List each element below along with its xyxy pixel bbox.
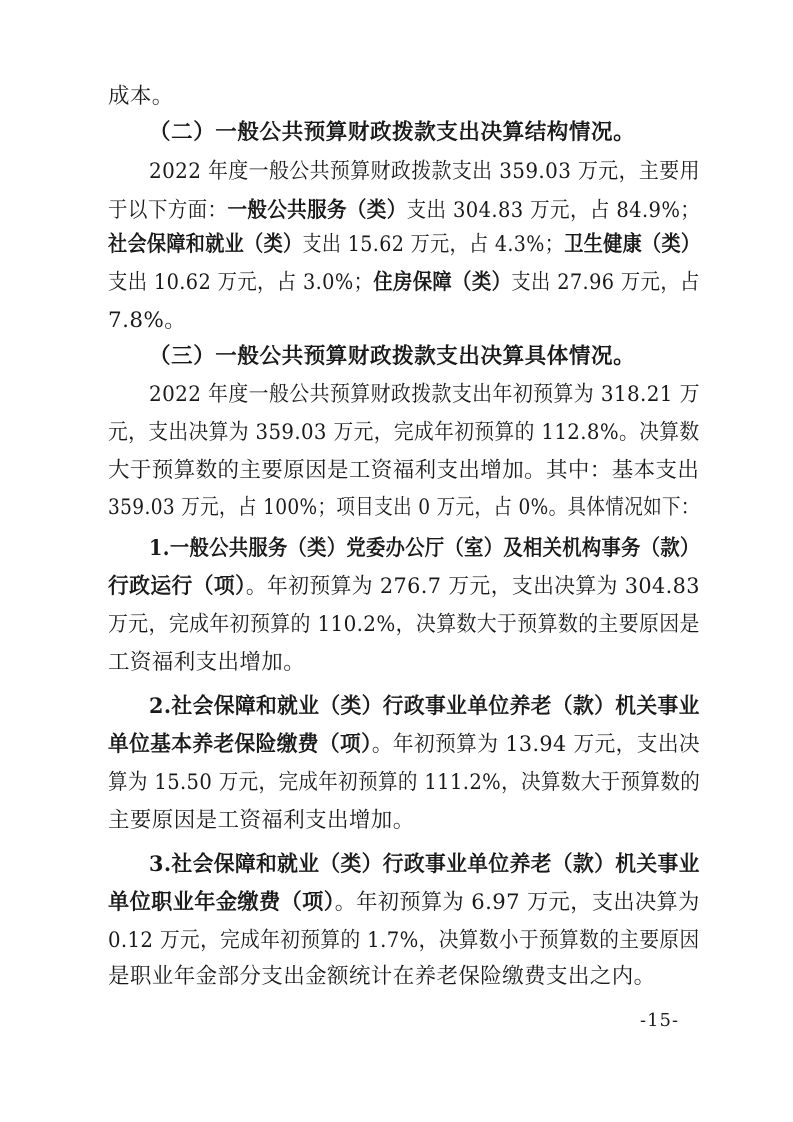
text-segment: 成本。 xyxy=(108,84,174,109)
bold-text-segment: 住房保障（类） xyxy=(373,270,512,295)
text-segment: 万元，完成年初预算的 110.2%，决算数大于预算数的主要原因是 xyxy=(108,612,700,637)
bold-text-segment: 单位基本养老保险缴费（项） xyxy=(108,732,372,757)
text-segment: 支出 304.83 万元，占 84.9%； xyxy=(406,198,701,223)
text-line xyxy=(108,418,699,448)
text-segment: 2022 年度一般公共预算财政拨款支出 359.03 万元，主要用 xyxy=(149,159,700,184)
text-line xyxy=(108,962,656,992)
text-line xyxy=(108,768,700,798)
text-segment: 大于预算数的主要原因是工资福利支出增加。其中：基本支出 xyxy=(108,458,700,483)
bold-text-segment: （二）一般公共预算财政拨款支出决算结构情况。 xyxy=(149,120,636,145)
text-segment: 是职业年金部分支出金额统计在养老保险缴费支出之内。 xyxy=(108,964,656,989)
text-line xyxy=(149,534,700,564)
text-line xyxy=(108,306,186,336)
text-segment: 。年初预算为 276.7 万元，支出决算为 304.83 xyxy=(245,574,700,599)
text-segment: 工资福利支出增加。 xyxy=(108,650,306,675)
text-segment: 支出 10.62 万元，占 3.0%； xyxy=(108,270,374,295)
text-segment: 7.8%。 xyxy=(108,308,187,333)
text-line xyxy=(108,196,700,226)
section-heading xyxy=(149,118,635,148)
text-line xyxy=(108,730,700,760)
text-line xyxy=(108,610,700,640)
text-segment: 主要原因是工资福利支出增加。 xyxy=(108,808,415,833)
text-line xyxy=(149,157,700,187)
text-segment: 于以下方面： xyxy=(108,198,228,223)
page-number: -15- xyxy=(640,1010,680,1031)
bold-text-segment: 行政运行（项） xyxy=(108,574,246,599)
bold-text-segment: 一般公共服务（类） xyxy=(227,198,407,223)
text-line xyxy=(149,692,700,722)
text-segment: 支出 27.96 万元，占 xyxy=(511,270,700,295)
text-line xyxy=(108,230,700,260)
text-segment: 。年初预算为 13.94 万元，支出决 xyxy=(371,732,701,757)
text-segment: 元，支出决算为 359.03 万元，完成年初预算的 112.8%。决算数 xyxy=(108,420,700,445)
text-line xyxy=(108,456,699,486)
text-line xyxy=(108,82,174,112)
text-line xyxy=(108,648,305,678)
text-line xyxy=(108,926,700,956)
bold-text-segment: （三）一般公共预算财政拨款支出决算具体情况。 xyxy=(149,344,636,369)
bold-text-segment: 1.一般公共服务（类）党委办公厅（室）及相关机构事务（款） xyxy=(149,536,700,561)
bold-text-segment: 卫生健康（类） xyxy=(564,232,701,257)
text-segment: 算为 15.50 万元，完成年初预算的 111.2%，决算数大于预算数的 xyxy=(108,770,701,795)
bold-text-segment: 单位职业年金缴费（项） xyxy=(108,890,335,915)
text-line xyxy=(108,806,415,836)
text-segment: 359.03 万元，占 100%；项目支出 0 万元，占 0%。具体情况如下： xyxy=(108,495,700,520)
text-line xyxy=(149,380,700,410)
text-line xyxy=(108,888,700,918)
text-line xyxy=(108,268,700,298)
text-segment: 0.12 万元，完成年初预算的 1.7%，决算数小于预算数的主要原因 xyxy=(108,928,700,953)
text-line xyxy=(108,493,700,523)
text-line xyxy=(149,850,700,880)
bold-text-segment: 社会保障和就业（类） xyxy=(108,232,303,257)
bold-text-segment: 3.社会保障和就业（类）行政事业单位养老（款）机关事业 xyxy=(149,852,700,877)
text-segment: 2022 年度一般公共预算财政拨款支出年初预算为 318.21 万 xyxy=(149,382,700,407)
text-line xyxy=(108,572,700,602)
text-segment: 支出 15.62 万元，占 4.3%； xyxy=(302,232,565,257)
text-segment: 。年初预算为 6.97 万元，支出决算为 xyxy=(334,890,700,915)
bold-text-segment: 2.社会保障和就业（类）行政事业单位养老（款）机关事业 xyxy=(149,694,700,719)
section-heading xyxy=(149,342,635,372)
